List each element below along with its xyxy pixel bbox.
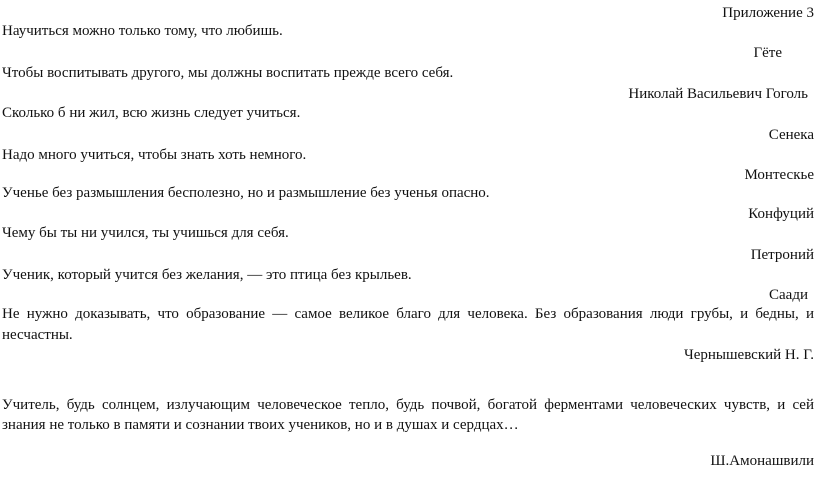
quote-author: Петроний: [750, 247, 814, 263]
quote-author: Ш.Амонашвили: [710, 453, 814, 469]
quote-author: Чернышевский Н. Г.: [683, 347, 814, 363]
quote-author: Конфуций: [748, 206, 814, 222]
quote-text: Ученик, который учится без желания, — это птица без крыльев.: [2, 267, 412, 283]
quote-text: Надо много учиться, чтобы знать хоть немного.: [2, 147, 307, 163]
quote-author: Гёте: [753, 45, 782, 61]
quote-text: Сколько б ни жил, всю жизнь следует учиться.: [2, 105, 301, 121]
quote-author: Саади: [769, 287, 808, 303]
quote-text: Чтобы воспитывать другого, мы должны воспитать прежде всего себя.: [2, 65, 454, 81]
quote-text-line: Учитель, будь солнцем, излучающим человеческое тепло, будь почвой, богатой ферментами человеческих чувств, и сей: [2, 397, 814, 413]
quote-text-line: несчастны.: [2, 327, 73, 343]
quote-text-line: Не нужно доказывать, что образование — самое великое благо для человека. Без образования люди грубы, и бедны, и: [2, 306, 814, 322]
quote-text: Чему бы ты ни учился, ты учишься для себя.: [2, 225, 289, 241]
quote-text: Ученье без размышления бесполезно, но и размышление без ученья опасно.: [2, 185, 490, 201]
quote-author: Сенека: [768, 127, 814, 143]
quote-author: Николай Васильевич Гоголь: [628, 86, 808, 102]
quote-text-line: знания не только в памяти и сознании твоих учеников, но и в душах и сердцах…: [2, 417, 519, 433]
appendix-label: Приложение 3: [722, 5, 814, 21]
quote-text: Научиться можно только тому, что любишь.: [2, 23, 283, 39]
quote-author: Монтескье: [744, 167, 814, 183]
